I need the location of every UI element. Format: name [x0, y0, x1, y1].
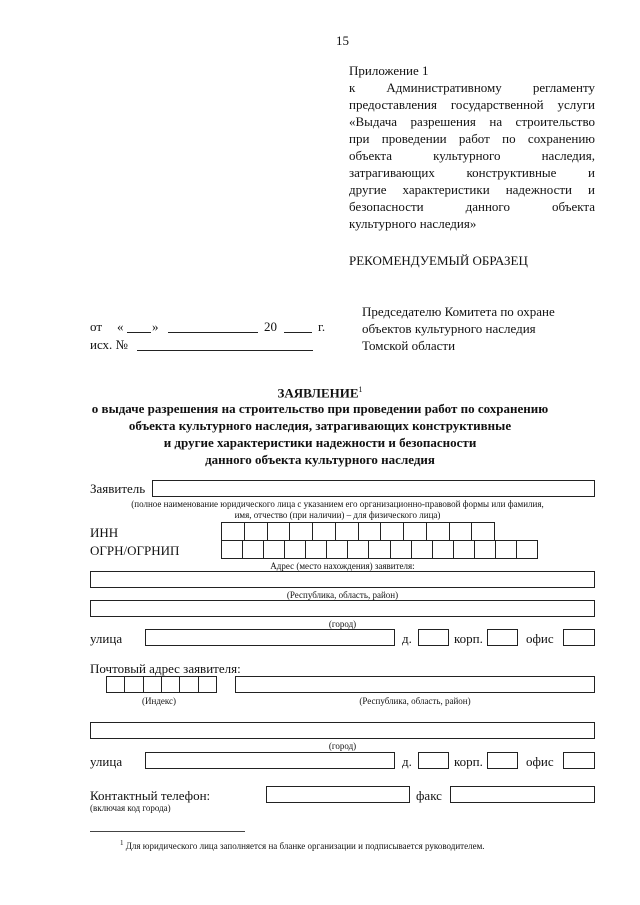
address-region-field[interactable]: [90, 571, 595, 588]
building-field[interactable]: [487, 629, 518, 646]
applicant-hint-line: имя, отчество (при наличии) – для физического лица): [234, 510, 441, 520]
title-line: объекта культурного наследия, затрагивающих конструктивные: [128, 418, 512, 433]
appendix-line: культурного наследия»: [349, 216, 477, 231]
ogrn-label: ОГРН/ОГРНИП: [90, 543, 180, 558]
postal-label: Почтовый адрес заявителя:: [90, 661, 241, 676]
appendix-title: Приложение 1: [349, 63, 429, 78]
footnote: [120, 838, 590, 852]
office-label: офис: [526, 631, 554, 646]
postal-building-field[interactable]: [487, 752, 518, 769]
appendix-block: [349, 62, 595, 232]
postal-city-field[interactable]: [90, 722, 595, 739]
address-city-field[interactable]: [90, 600, 595, 617]
street-field[interactable]: [145, 629, 395, 646]
postal-house-field[interactable]: [418, 752, 449, 769]
phone-hint: (включая код города): [90, 803, 171, 813]
addressee-block: [362, 303, 555, 354]
addressee-line: объектов культурного наследия: [362, 321, 536, 336]
inn-label: ИНН: [90, 525, 119, 540]
title-footnote-mark: 1: [358, 385, 363, 394]
postal-building-label: корп.: [454, 754, 483, 769]
appendix-line: предоставления государственной услуги: [349, 97, 595, 112]
region-caption: (Республика, область, район): [286, 590, 399, 600]
postal-city-caption: (город): [328, 741, 357, 751]
addressee-line: Томской области: [362, 338, 456, 353]
office-field[interactable]: [563, 629, 595, 646]
date-ot-label: от: [90, 319, 103, 334]
ref-number-field[interactable]: [137, 350, 313, 351]
applicant-field[interactable]: [152, 480, 595, 497]
footnote-mark: 1: [120, 839, 124, 847]
house-label: д.: [402, 631, 412, 646]
date-year-suffix: г.: [318, 319, 326, 334]
appendix-line: безопасности данного объекта: [349, 199, 595, 214]
inn-grid[interactable]: [221, 522, 495, 541]
postal-index-grid[interactable]: [106, 676, 217, 693]
phone-label: Контактный телефон:: [90, 788, 211, 803]
appendix-line: другие характеристики надежности и: [349, 182, 595, 197]
fax-label: факс: [416, 788, 442, 803]
postal-region-field[interactable]: [235, 676, 595, 693]
applicant-label: Заявитель: [90, 481, 146, 496]
title-line: и другие характеристики надежности и безопасности: [163, 435, 477, 450]
city-caption: (город): [328, 619, 357, 629]
footnote-text: Для юридического лица заполняется на бланке организации и подписывается руководителем.: [125, 841, 485, 851]
date-year-prefix: 20: [264, 319, 277, 334]
appendix-line: затрагивающих конструктивные и: [349, 165, 595, 180]
address-caption: Адрес (место нахождения) заявителя:: [270, 561, 415, 571]
ref-number-label: исх. №: [90, 337, 128, 352]
phone-field[interactable]: [266, 786, 410, 803]
document-title-main: ЗАЯВЛЕНИЕ: [277, 385, 359, 401]
date-month-field[interactable]: [168, 332, 258, 333]
date-quote-open: «: [117, 319, 124, 334]
building-label: корп.: [454, 631, 483, 646]
fax-field[interactable]: [450, 786, 595, 803]
appendix-line: объекта культурного наследия,: [349, 148, 595, 163]
title-subtitle: [60, 400, 580, 468]
addressee-line: Председателю Комитета по охране: [362, 304, 555, 319]
document-title: [60, 381, 580, 401]
postal-office-field[interactable]: [563, 752, 595, 769]
postal-street-label: улица: [90, 754, 123, 769]
postal-house-label: д.: [402, 754, 412, 769]
page-number: 15: [336, 33, 349, 48]
date-day-field[interactable]: [127, 332, 151, 333]
applicant-hint: [80, 499, 595, 521]
appendix-line: к Административному регламенту: [349, 80, 595, 95]
postal-office-label: офис: [526, 754, 554, 769]
applicant-hint-line: (полное наименование юридического лица с указанием его организационно-правовой формы или фамилия,: [131, 499, 544, 509]
postal-street-field[interactable]: [145, 752, 395, 769]
ogrn-grid[interactable]: [221, 540, 538, 559]
date-year-field[interactable]: [284, 332, 312, 333]
house-field[interactable]: [418, 629, 449, 646]
street-label: улица: [90, 631, 123, 646]
title-line: о выдаче разрешения на строительство при проведении работ по сохранению: [91, 401, 549, 416]
index-caption: (Индекс): [142, 696, 177, 706]
sample-label: РЕКОМЕНДУЕМЫЙ ОБРАЗЕЦ: [349, 253, 528, 268]
postal-region-caption: (Республика, область, район): [359, 696, 471, 706]
title-line: данного объекта культурного наследия: [205, 452, 435, 467]
appendix-line: при проведении работ по сохранению: [349, 131, 595, 146]
footnote-divider: [90, 831, 245, 832]
appendix-line: «Выдача разрешения на строительство: [349, 114, 595, 129]
date-quote-close: »: [152, 319, 159, 334]
